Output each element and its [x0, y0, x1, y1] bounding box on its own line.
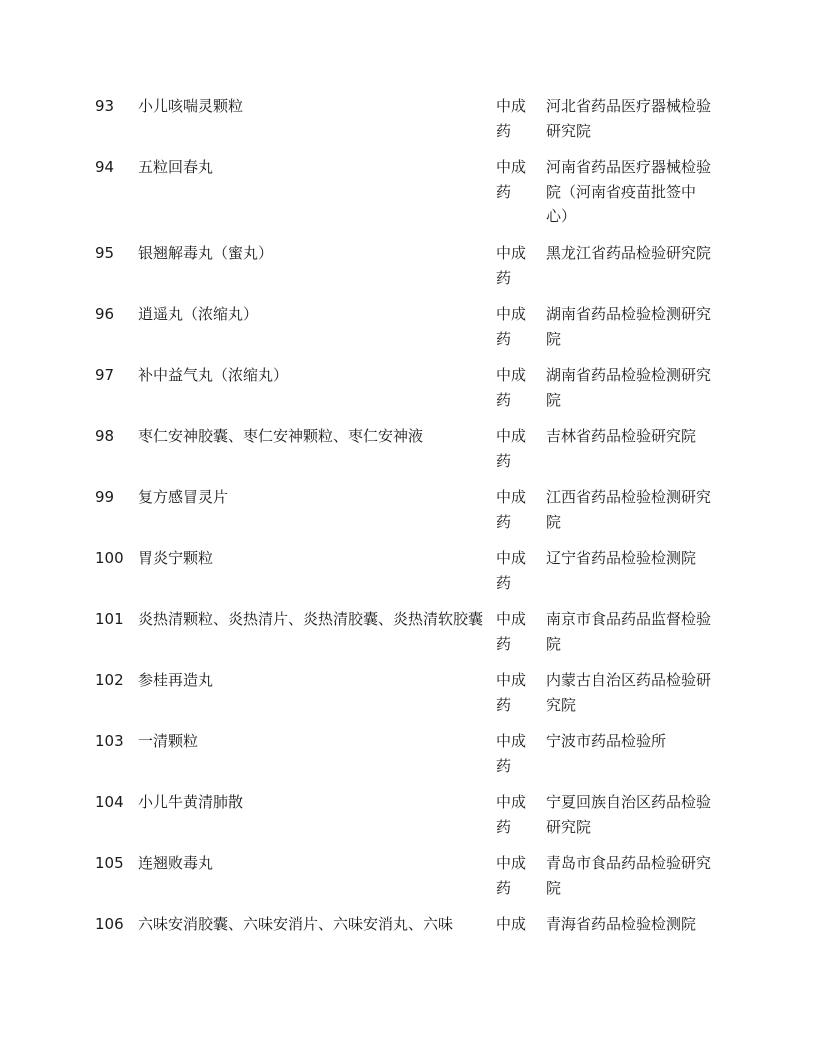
table-row — [95, 302, 715, 363]
drug-inspection-table — [95, 94, 715, 949]
table-row — [95, 546, 715, 607]
drug-name: 复方感冒灵片 — [138, 488, 229, 506]
drug-name: 逍遥丸（浓缩丸） — [138, 305, 259, 323]
drug-name: 胃炎宁颗粒 — [138, 549, 214, 567]
row-number: 93 — [95, 97, 115, 115]
inspection-institute: 青岛市食品药品检验研究院 — [546, 854, 712, 897]
inspection-institute: 湖南省药品检验检测研究院 — [546, 366, 712, 409]
drug-name: 连翘败毒丸 — [138, 854, 214, 872]
drug-type: 中成药 — [496, 854, 527, 897]
table-row — [95, 607, 715, 668]
inspection-institute: 宁波市药品检验所 — [546, 732, 667, 750]
inspection-institute: 南京市食品药品监督检验院 — [546, 610, 712, 653]
table-row — [95, 241, 715, 302]
drug-name: 银翘解毒丸（蜜丸） — [138, 244, 274, 262]
drug-type: 中成药 — [496, 158, 527, 201]
drug-type: 中成药 — [496, 732, 527, 775]
drug-type: 中成药 — [496, 793, 527, 836]
drug-name: 炎热清颗粒、炎热清片、炎热清胶囊、炎热清软胶囊 — [138, 610, 484, 628]
drug-name: 五粒回春丸 — [138, 158, 214, 176]
table-row — [95, 485, 715, 546]
row-number: 106 — [95, 915, 124, 933]
inspection-institute: 湖南省药品检验检测研究院 — [546, 305, 712, 348]
inspection-institute: 江西省药品检验检测研究院 — [546, 488, 712, 531]
row-number: 101 — [95, 610, 124, 628]
row-number: 103 — [95, 732, 124, 750]
table-row — [95, 668, 715, 729]
drug-type: 中成药 — [496, 427, 527, 470]
inspection-institute: 宁夏回族自治区药品检验研究院 — [546, 793, 712, 836]
row-number: 102 — [95, 671, 124, 689]
inspection-institute: 内蒙古自治区药品检验研究院 — [546, 671, 712, 714]
table-row — [95, 424, 715, 485]
drug-name: 小儿牛黄清肺散 — [138, 793, 244, 811]
inspection-institute: 辽宁省药品检验检测院 — [546, 549, 697, 567]
row-number: 96 — [95, 305, 115, 323]
row-number: 97 — [95, 366, 115, 384]
drug-type: 中成药 — [496, 610, 527, 653]
drug-type: 中成药 — [496, 671, 527, 714]
drug-type: 中成药 — [496, 488, 527, 531]
drug-name: 枣仁安神胶囊、枣仁安神颗粒、枣仁安神液 — [138, 427, 424, 445]
row-number: 100 — [95, 549, 124, 567]
table-row — [95, 155, 715, 241]
drug-name: 参桂再造丸 — [138, 671, 214, 689]
drug-type: 中成药 — [496, 305, 527, 348]
drug-type: 中成药 — [496, 549, 527, 592]
inspection-institute: 河南省药品医疗器械检验院（河南省疫苗批签中心） — [546, 158, 712, 225]
drug-name: 小儿咳喘灵颗粒 — [138, 97, 244, 115]
drug-type: 中成药 — [496, 97, 527, 140]
inspection-institute: 河北省药品医疗器械检验研究院 — [546, 97, 712, 140]
drug-name: 六味安消胶囊、六味安消片、六味安消丸、六味 — [138, 915, 454, 933]
drug-name: 补中益气丸（浓缩丸） — [138, 366, 289, 384]
row-number: 105 — [95, 854, 124, 872]
table-row — [95, 790, 715, 851]
row-number: 94 — [95, 158, 115, 176]
inspection-institute: 黑龙江省药品检验研究院 — [546, 244, 712, 262]
drug-type: 中成药 — [496, 244, 527, 287]
inspection-institute: 吉林省药品检验研究院 — [546, 427, 697, 445]
table-row — [95, 851, 715, 912]
inspection-institute: 青海省药品检验检测院 — [546, 915, 697, 933]
row-number: 98 — [95, 427, 115, 445]
drug-type: 中成 — [496, 915, 527, 933]
row-number: 95 — [95, 244, 115, 262]
table-row — [95, 729, 715, 790]
drug-type: 中成药 — [496, 366, 527, 409]
table-row — [95, 363, 715, 424]
drug-name: 一清颗粒 — [138, 732, 199, 750]
table-row — [95, 94, 715, 155]
row-number: 104 — [95, 793, 124, 811]
row-number: 99 — [95, 488, 115, 506]
table-row — [95, 912, 715, 949]
